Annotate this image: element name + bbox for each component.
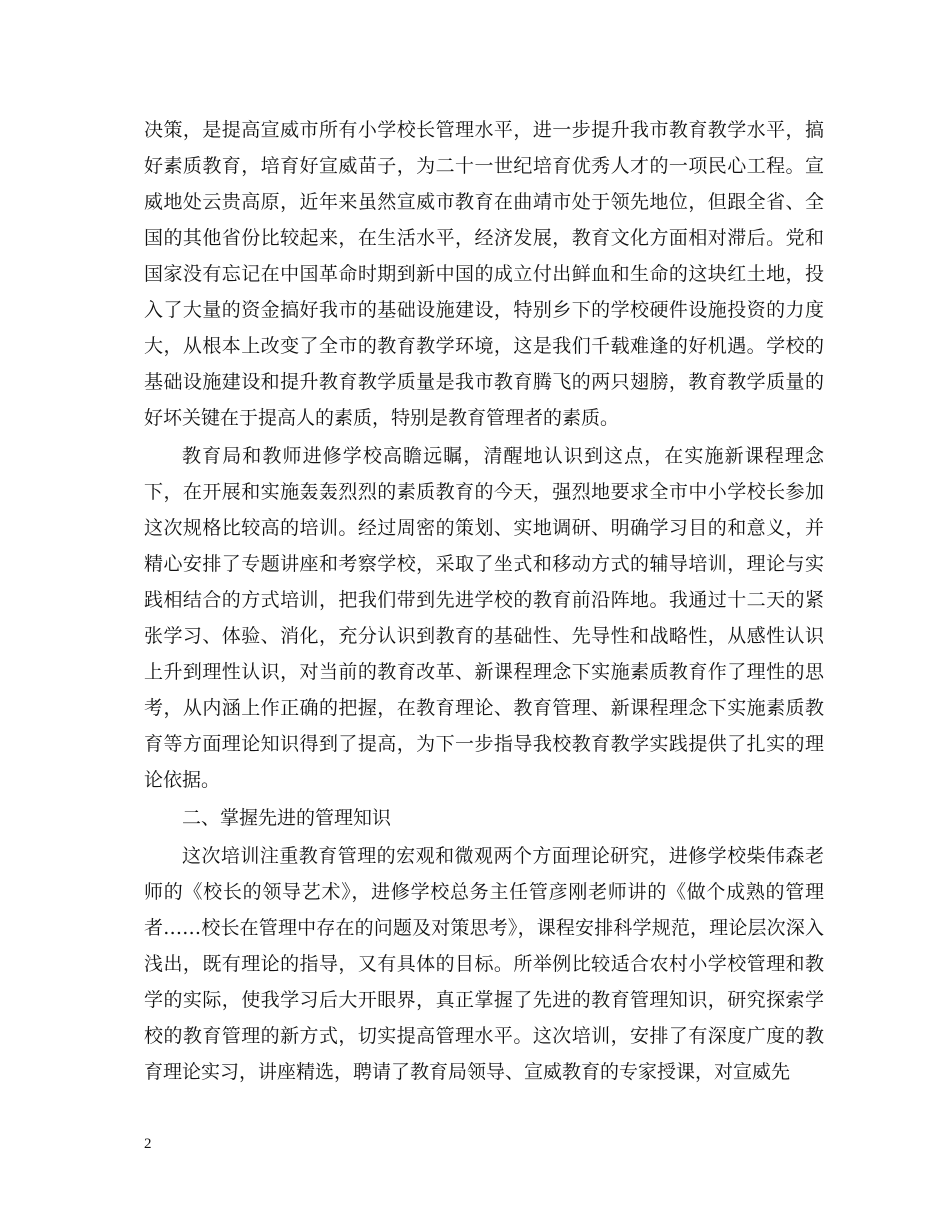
section-heading: 二、掌握先进的管理知识 [182, 807, 392, 829]
paragraph-1: 决策，是提高宣威市所有小学校长管理水平，进一步提升我市教育教学水平，搞好素质教育，培育好宣威苗子，为二十一世纪培育优秀人才的一项民心工程。宣威地处云贵高原，近年来虽然宣威市教育在曲靖市处于领先地位，但跟全省、全国的其他省份比较起来，在生活水平，经济发展，教育文化方面相对滞后。党和国家没有忘记在中国革命时期到新中国的成立付出鲜血和生命的这块红土地，投入了大量的资金搞好我市的基础设施建设，特别乡下的学校硬件设施投资的力度大，从根本上改变了全市的教育教学环境，这是我们千载难逢的好机遇。学校的基础设施建设和提升教育教学质量是我市教育腾飞的两只翅膀，教育教学质量的好坏关键在于提高人的素质，特别是教育管理者的素质。 [144, 119, 824, 429]
document-body [144, 112, 824, 1092]
paragraph-3: 这次培训注重教育管理的宏观和微观两个方面理论研究，进修学校柴伟森老师的《校长的领导艺术》，进修学校总务主任管彦刚老师讲的《做个成熟的管理者……校长在管理中存在的问题及对策思考》，课程安排科学规范，理论层次深入浅出，既有理论的指导，又有具体的目标。所举例比较适合农村小学校管理和教学的实际，使我学习后大开眼界，真正掌握了先进的教育管理知识，研究探索学校的教育管理的新方式，切实提高管理水平。这次培训，安排了有深度广度的教育理论实习，讲座精选，聘请了教育局领导、宣威教育的专家授课，对宣威先 [144, 845, 824, 1083]
paragraph-2: 教育局和教师进修学校高瞻远瞩，清醒地认识到这点，在实施新课程理念下，在开展和实施轰轰烈烈的素质教育的今天，强烈地要求全市中小学校长参加这次规格比较高的培训。经过周密的策划、实地调研、明确学习目的和意义，并精心安排了专题讲座和考察学校，采取了坐式和移动方式的辅导培训，理论与实践相结合的方式培训，把我们带到先进学校的教育前沿阵地。我通过十二天的紧张学习、体验、消化，充分认识到教育的基础性、先导性和战略性，从感性认识上升到理性认识，对当前的教育改革、新课程理念下实施素质教育作了理性的思考，从内涵上作正确的把握，在教育理论、教育管理、新课程理念下实施素质教育等方面理论知识得到了提高，为下一步指导我校教育教学实践提供了扎实的理论依据。 [144, 445, 824, 791]
page-number: 2 [144, 1136, 152, 1152]
